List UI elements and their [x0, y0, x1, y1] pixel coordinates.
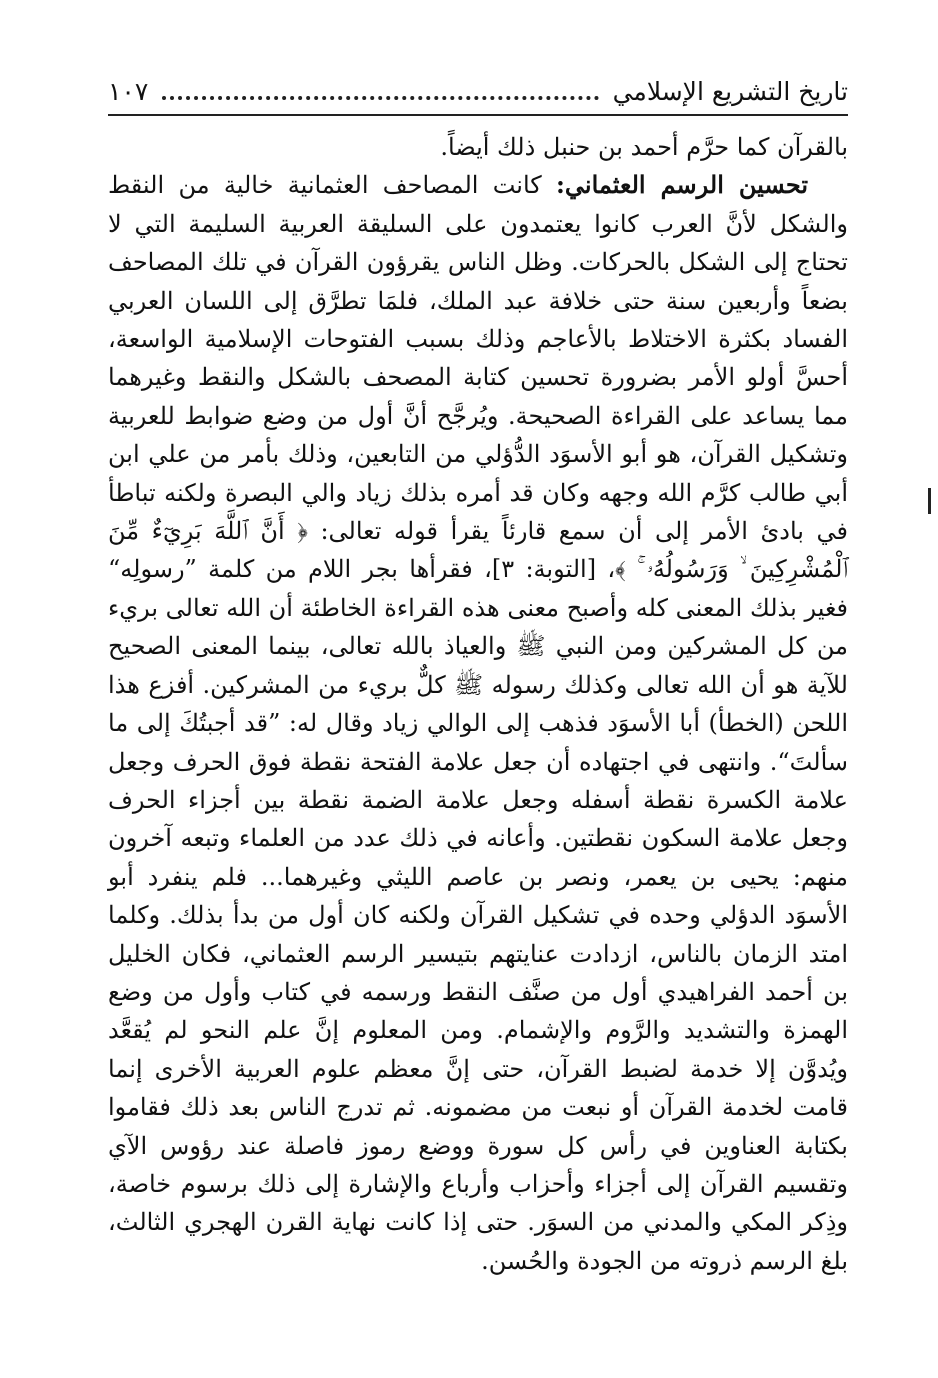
- dotted-leader: [162, 96, 598, 100]
- book-title: تاريخ التشريع الإسلامي: [612, 77, 848, 106]
- section-heading: تحسين الرسم العثماني:: [556, 170, 808, 200]
- body-text: [108, 128, 848, 1280]
- section-body: كانت المصاحف العثمانية خالية من النقط والشكل لأنَّ العرب كانوا يعتمدون على السليقة العربية السليمة التي لا تحتاج إلى الشكل بالحركات. وظل الناس يقرؤون القرآن في تلك المصاحف بضعاً وأربعين سنة حتى خلافة عبد الملك، فلمَا تطرَّق إلى اللسان العربي الفساد بكثرة الاختلاط بالأعاجم وذلك بسبب الفتوحات الإسلامية الواسعة، أحسَّ أولو الأمر بضرورة تحسين كتابة المصحف بالشكل والنقط وغيرهما مما يساعد على القراءة الصحيحة. ويُرجَّح أنَّ أول من وضع ضوابط للعربية وتشكيل القرآن، هو أبو الأسوَد الدُّؤلي من التابعين، وذلك بأمر من علي ابن أبي طالب كرَّم الله وجهه وكان قد أمره بذلك زياد والي البصرة ولكنه تباطأ في بادئ الأمر إلى أن سمع قارئاً يقرأ قوله تعالى: ﴿ أَنَّ ٱللَّهَ بَرِيٓءٌ مِّنَ ٱلْمُشْرِكِينَ ۙ وَرَسُولُهُۥ ۚ ﴾، [التوبة: ٣]، فقرأها بجر اللام من كلمة ”رسولِه“ فغير بذلك المعنى كله وأصبح معنى هذه القراءة الخاطئة أن الله تعالى بريء من كل المشركين ومن النبي ﷺ والعياذ بالله تعالى، بينما المعنى الصحيح للآية هو أن الله تعالى وكذلك رسوله ﷺ كلٌّ بريء من المشركين. أفزع هذا اللحن (الخطأ) أبا الأسوَد فذهب إلى الوالي زياد وقال له: ”قد أجبتُكَ إلى ما سألتَ“. وانتهى في اجتهاده أن جعل علامة الفتحة نقطة فوق الحرف وجعل علامة الكسرة نقطة أسفله وجعل علامة الضمة نقطة بين أجزاء الحرف وجعل علامة السكون نقطتين. وأعانه في ذلك عدد من العلماء وتبعه آخرون منهم: يحيى بن يعمر، ونصر بن عاصم الليثي وغيرهما... فلم ينفرد أبو الأسوَد الدؤلي وحده في تشكيل القرآن ولكنه كان أول من بدأ بذلك. وكلما امتد الزمان بالناس، ازدادت عنايتهم بتيسير الرسم العثماني، فكان الخليل بن أحمد الفراهيدي أول من صنَّف النقط ورسمه في كتاب وأول من وضع الهمزة والتشديد والرَّوم والإشمام. ومن المعلوم إنَّ علم النحو لم يُقعَّد ويُدوَّن إلا خدمة لضبط القرآن، حتى إنَّ معظم علوم العربية الأخرى إنما قامت لخدمة القرآن أو نبعت من مضمونه. ثم تدرج الناس بعد ذلك فقاموا بكتابة العناوين في رأس كل سورة ووضع رموز فاصلة عند رؤوس الآي وتقسيم القرآن إلى أجزاء وأحزاب وأرباع والإشارة إلى ذلك برسوم خاصة، وذِكر المكي والمدني من السوَر. حتى إذا كانت نهاية القرن الهجري الثالث، بلغ الرسم ذروته من الجودة والحُسن.: [108, 171, 849, 1275]
- section-paragraph: [108, 166, 848, 1280]
- continuation-paragraph: بالقرآن كما حرَّم أحمد بن حنبل ذلك أيضاً.: [440, 133, 848, 161]
- page-number: ١٠٧: [108, 77, 149, 106]
- scan-edge-mark: [928, 488, 931, 514]
- running-header: [108, 70, 848, 116]
